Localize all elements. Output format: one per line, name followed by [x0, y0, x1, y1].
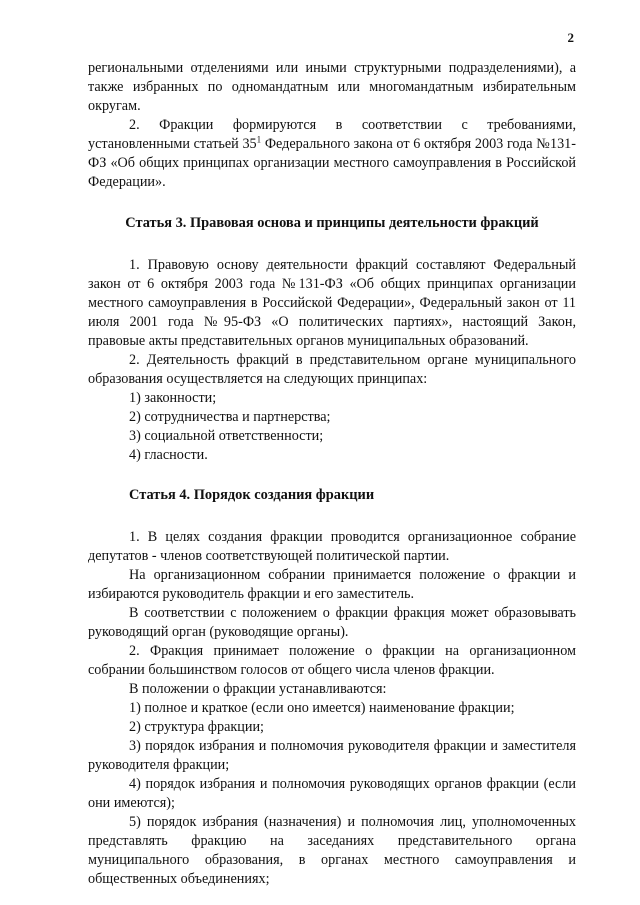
list-item: 2) структура фракции;: [129, 719, 264, 735]
article-3-paragraph-1: 1. Правовую основу деятельности фракций составляют Федеральный закон от 6 октября 2003 года №131-ФЗ «Об общих принципах организации местного самоуправления в Российской Федерации», Федеральный закон от 11 июля 2001 года №95-ФЗ «О политических партиях», настоящий Закон, правовые акты представительных органов муниципальных образований.: [88, 257, 576, 349]
article-4-paragraph-2: На организационном собрании принимается положение о фракции и избираются руководитель фракции и его заместитель.: [88, 567, 576, 602]
article-4-heading: Статья 4. Порядок создания фракции: [129, 487, 375, 503]
paragraph-2-text-start: 2. Фракции формируются в соответствии с требованиями, установленными статьей 35: [88, 117, 576, 152]
principles-list: [88, 389, 576, 465]
list-item: 3) порядок избрания и полномочия руководителя фракции и заместителя руководителя фракции;: [88, 738, 576, 773]
document-body: [88, 59, 576, 889]
list-item: 1) полное и краткое (если оно имеется) наименование фракции;: [129, 700, 515, 716]
list-item: 3) социальной ответственности;: [129, 428, 324, 444]
article-3-heading: Статья 3. Правовая основа и принципы деятельности фракций: [125, 215, 539, 231]
list-item: 4) гласности.: [129, 447, 208, 463]
paragraph-2: [88, 116, 576, 192]
article-4-paragraph-4: 2. Фракция принимает положение о фракции на организационном собрании большинством голосов от общего числа членов фракции.: [88, 643, 576, 678]
article-4-paragraph-5: В положении о фракции устанавливаются:: [129, 681, 387, 697]
article-4-paragraph-1: 1. В целях создания фракции проводится организационное собрание депутатов - членов соответствующей политической партии.: [88, 529, 576, 564]
paragraph-2-text-end: Федерального закона от 6 октября 2003 года №131-ФЗ «Об общих принципах организации местного самоуправления в Российской Федерации».: [88, 136, 576, 190]
article-3-paragraph-2: 2. Деятельность фракций в представительном органе муниципального образования осуществляется на следующих принципах:: [88, 352, 576, 387]
list-item: 5) порядок избрания (назначения) и полномочия лиц, уполномоченных представлять фракцию на заседаниях представительного органа муниципального образования, в органах местного самоуправления и общественных объединениях;: [88, 814, 576, 887]
list-item: 1) законности;: [129, 390, 217, 406]
list-item: 2) сотрудничества и партнерства;: [129, 409, 331, 425]
list-item: 4) порядок избрания и полномочия руководящих органов фракции (если они имеются);: [88, 776, 576, 811]
page-number: 2: [567, 30, 574, 45]
article-4-paragraph-3: В соответствии с положением о фракции фракция может образовывать руководящий орган (руководящие органы).: [88, 605, 576, 640]
footnote-superscript: 1: [256, 134, 262, 145]
intro-paragraph: региональными отделениями или иными структурными подразделениями), а также избранных по одномандатным или многомандатным избирательным округам.: [88, 60, 576, 114]
regulation-items-list: [88, 699, 576, 889]
